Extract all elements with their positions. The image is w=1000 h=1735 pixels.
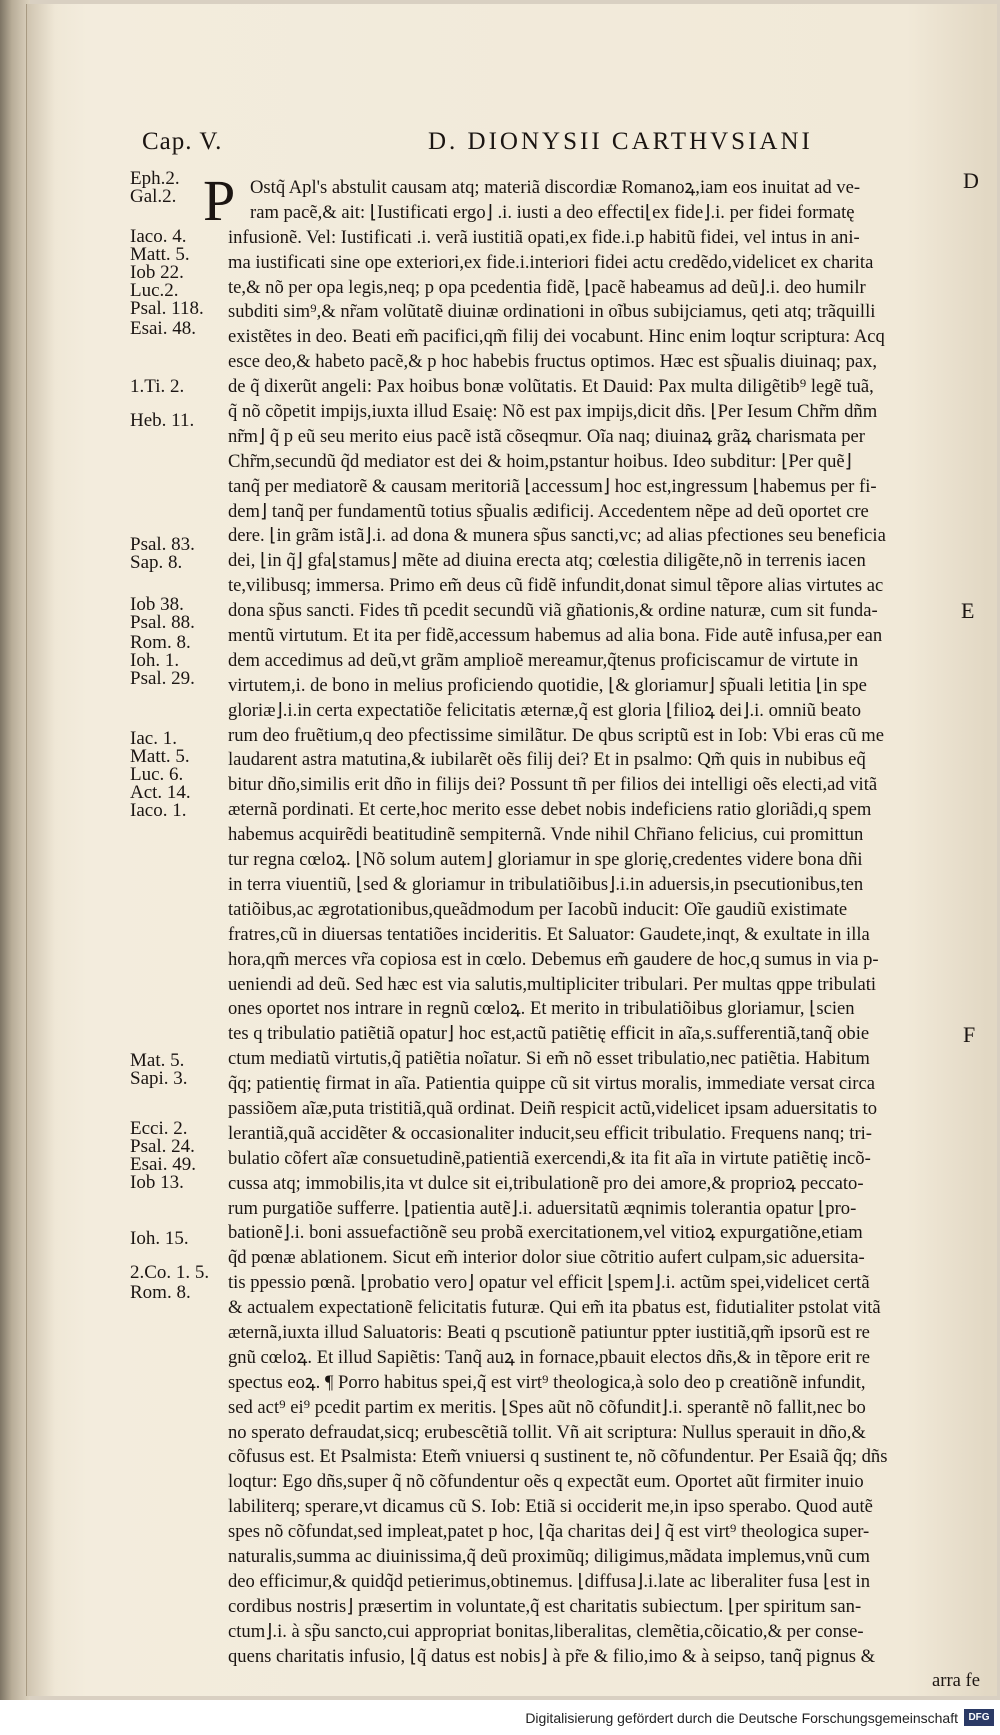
text-line: rum deo fruẽtium,q deo pfectissime similãtur. De qbus scriptũ est in Iob: Vbi eras cũ me [228,724,884,746]
text-line: q̃d pœnæ ablationem. Sicut em̃ interior dolor siue cõtritio aufert culpam,sic aduersita- [228,1247,865,1269]
marginal-reference: Iaco. 1. [130,800,187,821]
marginal-reference: Gal.2. [130,186,177,207]
text-line: in terra viuentiũ, ⌊sed & gloriamur in tribulatiõibus⌋.i.in aduersis,in psecutionibus,ten [228,873,864,895]
marginal-reference: Iob 13. [130,1172,184,1193]
text-line: naturalis,summa ac diuinissima,q̃ deũ proximũq; diligimus,mãdata implemus,vnũ cum [228,1545,870,1567]
text-line: gnũ cœloꝝ. Et illud Sapiẽtis: Tanq̃ auꝝ in fornace,pbauit electos dñs,& in tẽpore erit re [228,1346,871,1368]
marginal-reference: Eph.2. [130,168,180,189]
text-line: deo efficimur,& quidq̃d petierimus,obtinemus. ⌊diffusa⌋.i.late ac liberaliter fusa ⌊est in [228,1570,871,1592]
marginal-reference: Matt. 5. [130,746,190,767]
footer-credit: Digitalisierung gefördert durch die Deutsche Forschungsgemeinschaft [525,1710,958,1726]
text-line: ma iustificati sine ope exteriori,ex fide.i.interiori fidei actu credẽdo,videlicet ex charita [228,251,874,273]
marginal-reference: Luc. 6. [130,764,184,785]
marginal-reference: Psal. 29. [130,668,195,689]
text-line: tatiõibus,ac ægrotationibus,queãdmodum per Iacobũ inducit: Oĩe gaudiũ existimate [228,898,848,920]
text-line: dona sp̃us sancti. Fides tñ pcedit secundũ viã gñationis,& ordine naturæ, cum sit funda- [228,600,878,622]
text-line: bulatio cõfert aĩæ consuetudinẽ,patientiã exercendi,& ita fit aĩa in virtute patiẽtię incõ- [228,1147,871,1169]
running-title: D. DIONYSII CARTHVSIANI [428,128,813,155]
text-line: arra fe [932,1670,980,1692]
marginal-reference: Sapi. 3. [130,1068,188,1089]
marginal-reference: 1.Ti. 2. [130,376,185,397]
text-line: spectus eoꝝ. ¶ Porro habitus spei,q̃ est virt⁹ theologica,à solo deo p creatiõnẽ infundit, [228,1371,866,1393]
text-line: tanq̃ per mediatorẽ & causam meritoriã ⌊accessum⌋ hoc est,ingressum ⌊habemus per fi- [228,475,877,497]
margin-letter: D [963,168,979,193]
text-line: loqtur: Ego dñs,super q̃ nõ cõfundentur oẽs q expectãt eum. Oportet aũt firmiter inuio [228,1471,864,1493]
marginal-reference: Luc.2. [130,280,179,301]
marginal-reference: 2.Co. 1. 5. [130,1262,210,1283]
text-line: hora,qm̃ merces vr̃a copiosa est in cœlo. Debemus em̃ gaudere de hoc,q sumus in via p- [228,948,879,970]
text-line: fratres,cũ in diuersas tentatiões incideritis. Et Saluator: Gaudete,inqt, & exultate in illa [228,923,870,945]
text-line: spes nõ cõfundat,sed impleat,patet p hoc, ⌊q̃a charitas dei⌋ q̃ est virt⁹ theologica super- [228,1521,870,1543]
chapter-label: Cap. V. [142,128,223,155]
marginal-reference: Mat. 5. [130,1050,185,1071]
text-line: te,vilibusq; immersa. Primo em̃ deus cũ fidẽ infundit,donat simul tẽpore alias virtutes ac [228,575,884,597]
text-line: tes q tribulatio patiẽtiã opatur⌋ hoc est,actũ patiẽtię efficit in aĩa,s.sufferentiã,tanq̃ obie [228,1023,870,1045]
text-line: æternã,iuxta illud Saluatoris: Beati q pscutionẽ patiuntur ppter iustitiã,qm̃ ipsorũ est re [228,1321,870,1343]
marginal-reference: Ioh. 15. [130,1228,189,1249]
marginal-reference: Iac. 1. [130,728,177,749]
marginal-reference: Psal. 118. [130,298,204,319]
marginal-reference: Ecci. 2. [130,1118,188,1139]
text-line: q̃ nõ cõpetit impijs,iuxta illud Esaię: Nõ est pax impijs,dicit dñs. ⌊Per Iesum Chr̃m dñm [228,401,878,423]
text-line: tis ppessio pœnã. ⌊probatio vero⌋ opatur vel efficit ⌊spem⌋.i. actũm spei,videlicet certã [228,1272,870,1294]
text-line: ctum⌋.i. à sp̃u sancto,cui appropriat bonitas,liberalitas, clemẽtia,cõicatio,& per conse- [228,1620,864,1642]
marginal-reference: Heb. 11. [130,410,195,431]
text-line: ones oportet nos intrare in regnũ cœloꝝ. Et merito in tribulatiõibus gloriamur, ⌊scien [228,998,855,1020]
text-line: de q̃ dixerũt angeli: Pax hoibus bonæ volũtatis. Et Dauid: Pax multa diligẽtib⁹ legẽ tuã, [228,376,874,398]
marginal-reference: Sap. 8. [130,552,183,573]
text-line: Ostq̃ Apl's abstulit causam atq; materiã discordiæ Romanoꝝ,iam eos inuitat ad ve- [250,177,861,198]
dfg-logo: DFG [964,1709,994,1726]
marginal-reference: Esai. 49. [130,1154,196,1175]
body-text [228,176,980,1694]
text-line: cussa atq; immobilis,ita vt dulce sit ei,tribulationẽ pro dei amore,& proprioꝝ peccato- [228,1172,864,1194]
text-line: laudarent astra matutina,& iubilarẽt oẽs filij dei? Et in psalmo: Qm̃ quis in nubibus eq̃ [228,749,866,771]
drop-cap: P [203,168,236,233]
marginal-reference: Iaco. 4. [130,226,187,247]
text-line: bationẽ⌋.i. boni assuefactiõnẽ seu probã exercitationem,vel vitioꝝ expurgatiõne,etiam [228,1222,863,1244]
text-line: labiliterq; sperare,vt dicamus cũ S. Iob: Etiã si occiderit me,in ipso sperabo. Quod autẽ [228,1496,873,1518]
marginal-reference: Psal. 88. [130,612,195,633]
marginal-reference: Ioh. 1. [130,650,180,671]
text-line: gloriæ⌋.i.in certa expectatiõe felicitatis æternæ,q̃ est gloria ⌊filioꝝ dei⌋.i. omniũ beato [228,699,862,721]
text-line: cõfusus est. Et Psalmista: Etem̃ vniuersi q sustinent te, nõ cõfundentur. Per Esaiã q̃q; dñs [228,1446,888,1468]
text-line: esce deo,& habeto pacẽ,& p hoc habebis fructus optimos. Hæc est sp̃ualis diuinaq; pax, [228,351,878,373]
running-header [142,128,982,162]
text-line: æternã pordinati. Et certe,hoc merito esse debet nobis indeficiens ratio gloriãdi,q spem [228,799,872,821]
marginal-reference: Psal. 24. [130,1136,195,1157]
text-line: Chr̃m,secundũ q̃d mediator est dei & hoim,pstantur hoibus. Ideo subditur: ⌊Per quẽ⌋ [228,450,852,472]
margin-letter: E [961,598,975,623]
marginal-reference: Psal. 83. [130,534,195,555]
marginal-reference: Act. 14. [130,782,191,803]
marginal-reference: Rom. 8. [130,632,191,653]
text-line: lerantiã,quã accidẽter & occasionaliter inducit,seu efficit tribulatio. Frequens nanq; tri- [228,1122,872,1144]
text-line: passiõem aĩæ,puta tristitiã,quã ordinat. Deiñ respicit actũ,videlicet ipsam aduersitatis to [228,1097,878,1119]
text-line: mentũ virtutum. Et ita per fidẽ,accessum habemus ad alia bona. Fide autẽ infusa,per ean [228,625,883,647]
text-line: cordibus nostris⌋ præsertim in voluntate,q̃ est charitatis subiectum. ⌊per spiritum san- [228,1595,862,1617]
marginal-reference: Matt. 5. [130,244,190,265]
margin-letter: F [963,1022,976,1047]
text-line: dei, ⌊in q̃⌋ gfa⌊stamus⌋ mẽte ad diuina erecta atq; cœlestia diligẽte,nõ in terrenis iacen [228,550,866,572]
text-line: subditi sim⁹,& nr̃am volũtatẽ diuinæ ordinationi in oĩbus subijciamus, qeti atq; trãquilli [228,301,876,323]
text-line: nr̃m⌋ q̃ p eũ seu merito eius pacẽ istã cõseqmur. Oĩa naq; diuinaꝝ grãꝝ charismata per [228,425,865,447]
marginal-references [130,0,230,1700]
text-line: existẽtes in deo. Beati em̃ pacifici,qm̃ filij dei vocabunt. Hinc enim loqtur scriptura: Acq [228,326,885,348]
marginal-reference: Iob 38. [130,594,184,615]
text-line: habemus acquirẽdi beatitudinẽ sempiternã. Vnde nihil Chr̃iano felicius, cui promittun [228,824,864,846]
text-line: te,& nõ per opa legis,neq; p opa pcedentia fidẽ, ⌊pacẽ habeamus ad deũ⌋.i. deo humilr [228,276,866,298]
text-line: virtutem,i. de bono in melius proficiendo quotidie, ⌊& gloriamur⌋ sp̃uali letitia ⌊in spe [228,674,867,696]
marginal-reference: Rom. 8. [130,1282,191,1303]
text-line: infusionẽ. Vel: Iustificati .i. verã iustitiã opati,ex fide.i.p habitũ fidei, vel intus in ani- [228,226,860,248]
marginal-reference: Esai. 48. [130,318,196,339]
text-line: sed act⁹ ei⁹ pcedit partim ex meritis. ⌊Spes aũt nõ cõfundit⌋.i. sperantẽ nõ fallit,nec bo [228,1396,866,1418]
text-line: quens charitatis infusio, ⌊q̃ datus est nobis⌋ à pr̃e & filio,imo & à seipso, tanq̃ pignus & [228,1645,876,1667]
text-line: ctum mediatũ virtutis,q̃ patiẽtia noĩatur. Si em̃ nõ esset tribulatio,nec patiẽtia. Habitum [228,1048,870,1070]
text-line: no sperato defraudat,sicq; erubescẽtiã tollit. Vñ ait scriptura: Nullus sperauit in dño,& [228,1421,866,1443]
marginal-reference: Iob 22. [130,262,184,283]
text-line: dem accedimus ad deũ,vt grãm amplioẽ mereamur,q̃tenus proficiscamur de virtute in [228,649,859,671]
text-line: bitur dño,similis erit dño in filijs dei? Possunt tñ per filios dei intelligi oẽs electi,ad vitã [228,774,878,796]
text-line: dem⌋ tanq̃ per fundamentũ totius sp̃ualis ædificij. Accedentem nẽpe ad deũ oportet cre [228,500,869,522]
text-line: ram pacẽ,& ait: ⌊Iustificati ergo⌋ .i. iusti a deo effecti⌊ex fide⌋.i. per fidei formatę [250,201,855,223]
footer-bar [0,1700,1000,1735]
text-line: & actualem expectationẽ felicitatis futuræ. Qui em̃ ita pbatus est, fidutialiter pstolat vitã [228,1297,881,1319]
text-line: rum purgatiõe sufferre. ⌊patientia autẽ⌋.i. aduersitatũ æqnimis tolerantia opatur ⌊pro- [228,1197,857,1219]
text-line: dere. ⌊in grãm istã⌋.i. ad dona & munera sp̃us sancti,vc; ad alias pfectiones seu beneficia [228,525,886,547]
text-line: ueniendi ad deũ. Sed hæc est via salutis,multipliciter tribulari. Per multas qppe tribulati [228,973,877,995]
text-line: q̃q; patientię firmat in aĩa. Patientia quippe cũ sit virtus moralis, immediate versat circa [228,1073,875,1095]
text-line: tur regna cœloꝝ. ⌊Nõ solum autem⌋ gloriamur in spe glorię,credentes videre bona dñi [228,849,863,871]
